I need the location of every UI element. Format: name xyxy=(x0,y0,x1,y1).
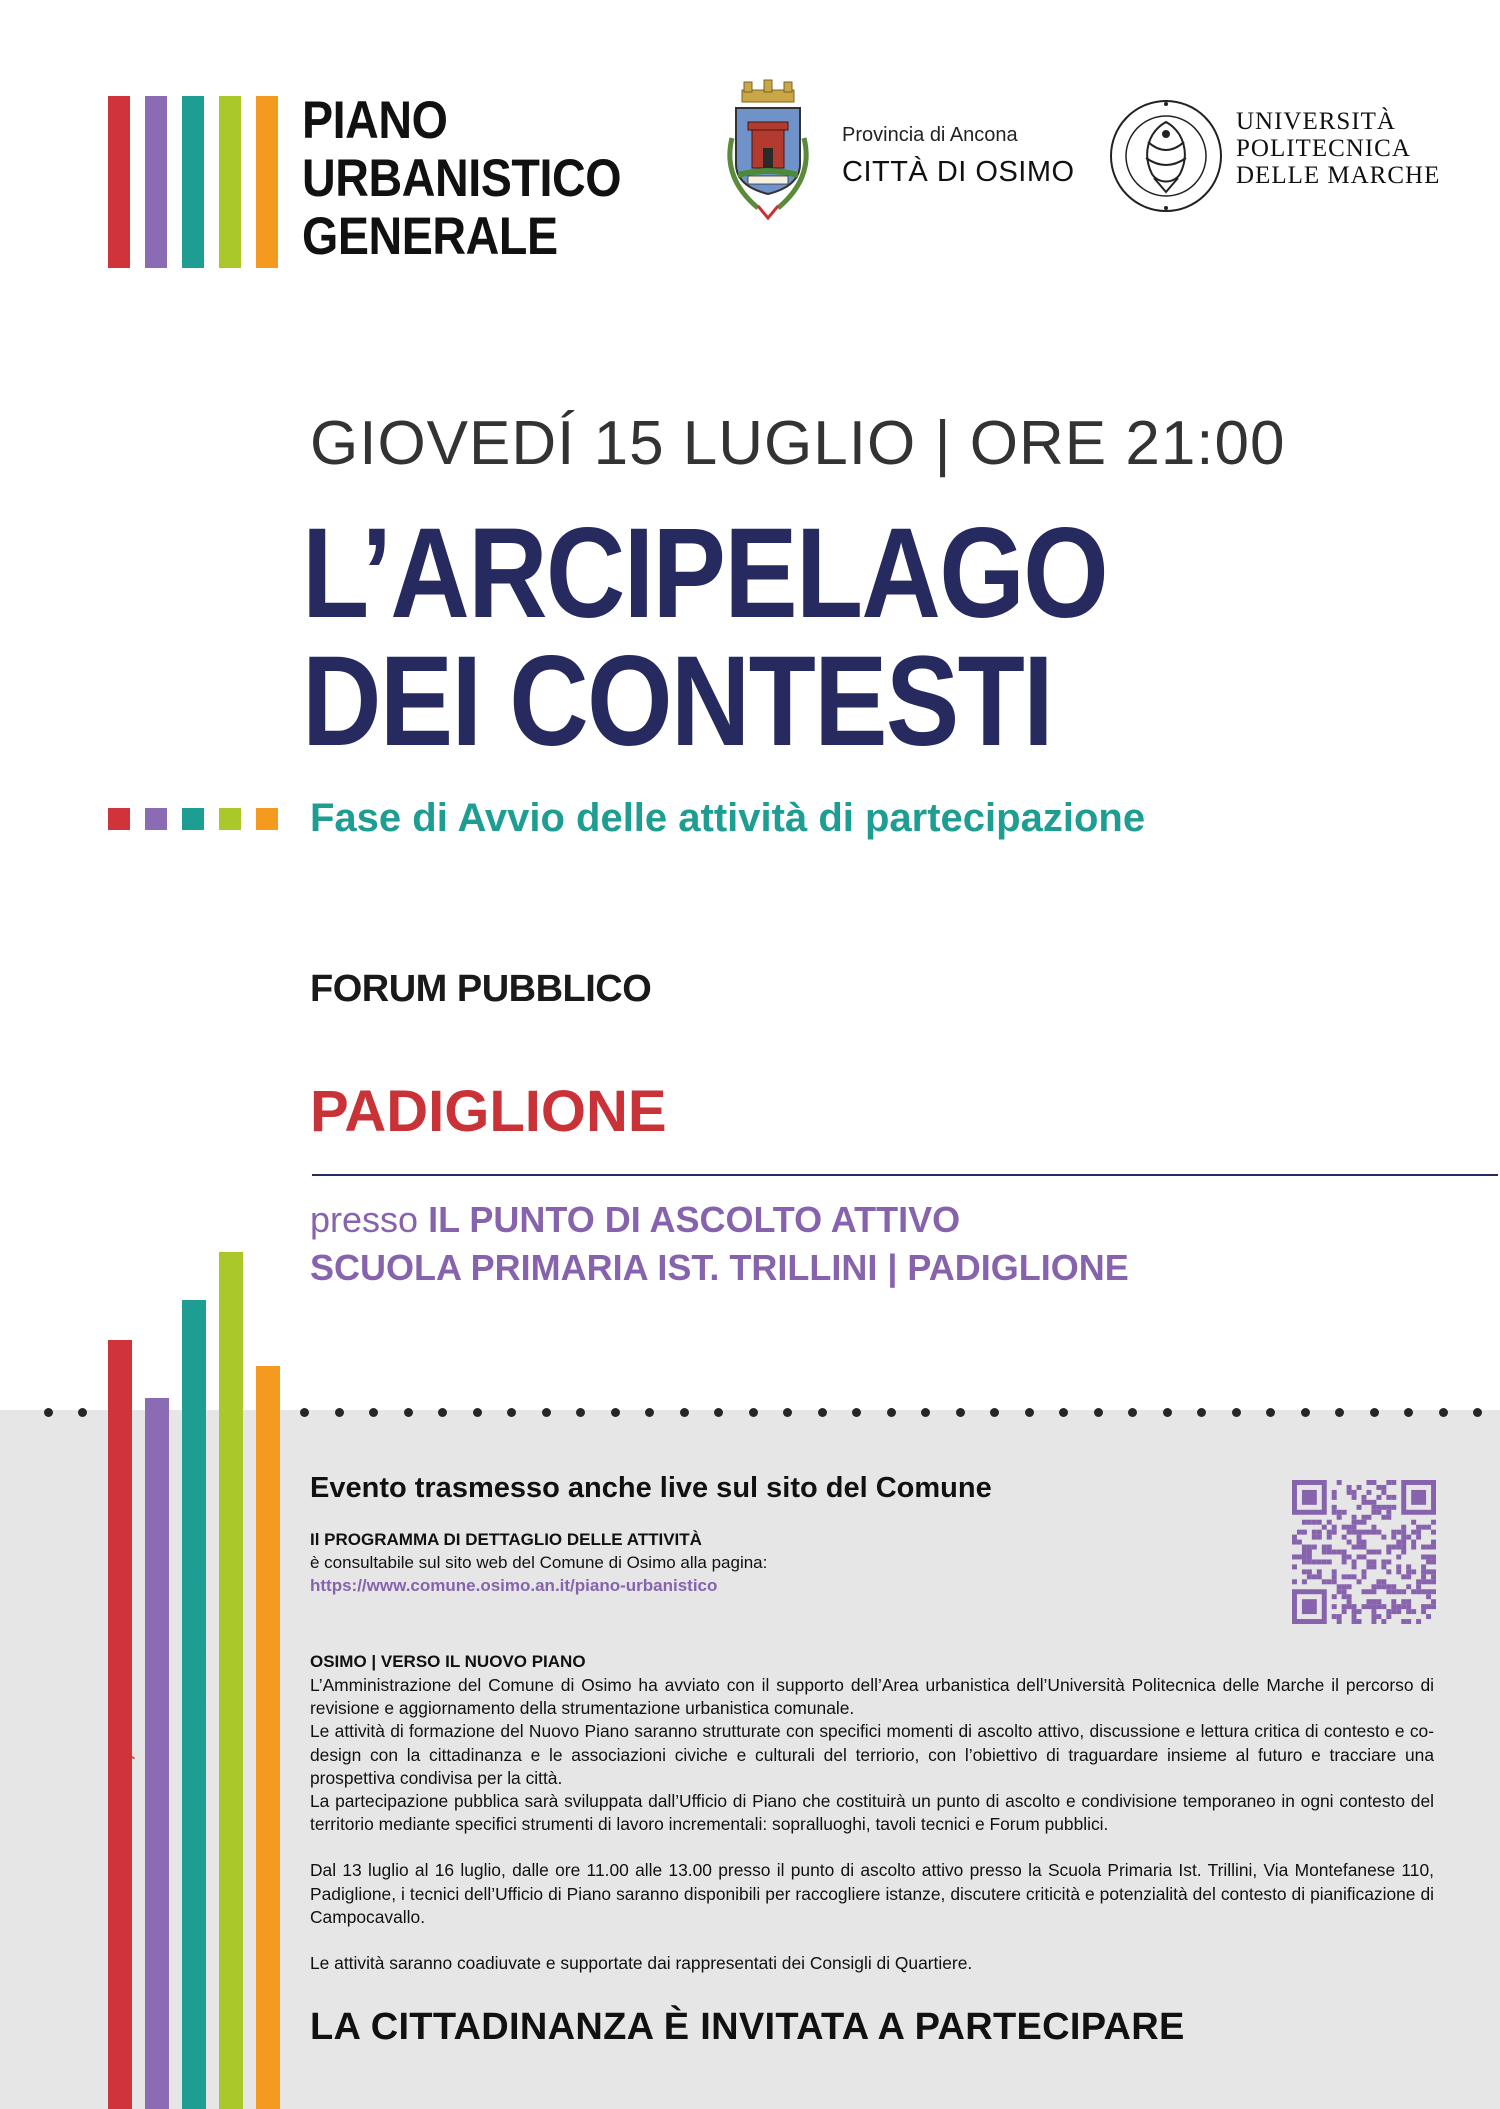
separator-dot xyxy=(1232,1408,1241,1417)
school-name: SCUOLA PRIMARIA IST. TRILLINI | PADIGLIONE xyxy=(310,1247,1129,1288)
province-label: Provincia di Ancona xyxy=(842,124,1018,146)
paragraph-2: Le attività di formazione del Nuovo Piano saranno strutturate con specifici momenti di ascolto attivo, discussione e lettura critica di contesto e co-design con la cittadinanza e le associazioni civiche e culturali del terriorio, con l’obiettivo di traguardare insieme al futuro e tracciare una prospettiva condivisa per la città. xyxy=(310,1721,1434,1788)
university-line-1: UNIVERSITÀ xyxy=(1236,108,1396,135)
university-line-2: POLITECNICA xyxy=(1236,135,1411,162)
paragraph-4: Dal 13 luglio al 16 luglio, dalle ore 11.00 alle 13.00 presso il punto di ascolto attivo presso la Scuola Primaria Ist. Trillini, Via Montefanese 110, Padiglione, i tecnici dell’Ufficio di Piano saranno disponibili per raccogliere istanze, discutere criticità e potenzialità del contesto di pianificazione di Campocavallo. xyxy=(310,1860,1434,1927)
live-heading: Evento trasmesso anche live sul sito del Comune xyxy=(310,1472,992,1504)
event-type: FORUM PUBBLICO xyxy=(310,968,652,1010)
osimo-coat-of-arms-icon xyxy=(718,78,818,226)
logo-line-3: GENERALE xyxy=(302,207,558,266)
program-link[interactable]: https://www.comune.osimo.an.it/piano-urbanistico xyxy=(310,1576,718,1595)
separator-dot xyxy=(44,1408,53,1417)
logo-stripe-orange xyxy=(256,96,278,268)
separator-dot xyxy=(611,1408,620,1417)
separator-dot xyxy=(921,1408,930,1417)
separator-dot xyxy=(369,1408,378,1417)
logo-stripe-green xyxy=(219,96,241,268)
theme-label-3: INFRASTRUTTURE E MOBILITÀ xyxy=(184,1473,210,1822)
separator-dot xyxy=(645,1408,654,1417)
paragraph-3: La partecipazione pubblica sarà sviluppata dall’Ufficio di Piano che costituirà un punto di ascolto e condivisione temporaneo in ogni contesto del territorio mediante specifici strumenti di lavoro incrementali: sopralluoghi, tavoli tecnici e Forum pubblici. xyxy=(310,1791,1434,1835)
invitation: LA CITTADINANZA È INVITATA A PARTECIPARE xyxy=(310,2006,1185,2048)
separator-dot xyxy=(576,1408,585,1417)
separator-dot xyxy=(78,1408,87,1417)
section-body xyxy=(310,1674,1434,1975)
logo-stripe-teal xyxy=(182,96,204,268)
separator-dot xyxy=(1197,1408,1206,1417)
separator-dot xyxy=(1370,1408,1379,1417)
city-label: CITTÀ DI OSIMO xyxy=(842,156,1075,188)
separator-dot xyxy=(852,1408,861,1417)
section-heading: OSIMO | VERSO IL NUOVO PIANO xyxy=(310,1652,586,1671)
separator-dot xyxy=(680,1408,689,1417)
subtitle-square-green xyxy=(219,808,241,830)
separator-dot xyxy=(507,1408,516,1417)
separator-dot xyxy=(956,1408,965,1417)
event-title-line-2: DEI CONTESTI xyxy=(302,630,1052,773)
separator-dot xyxy=(1335,1408,1344,1417)
event-subtitle: Fase di Avvio delle attività di partecipazione xyxy=(310,796,1146,840)
separator-dot xyxy=(1059,1408,1068,1417)
separator-dot xyxy=(714,1408,723,1417)
university-seal-icon xyxy=(1108,98,1224,214)
separator-dot xyxy=(473,1408,482,1417)
university-name xyxy=(1236,108,1440,189)
logo-stripe-violet xyxy=(145,96,167,268)
separator-dot xyxy=(335,1408,344,1417)
paragraph-5: Le attività saranno coadiuvate e supportate dai rappresentati dei Consigli di Quartiere. xyxy=(310,1953,973,1974)
university-line-3: DELLE MARCHE xyxy=(1236,162,1441,189)
event-title-line-1: L’ARCIPELAGO xyxy=(302,502,1108,645)
separator-dot xyxy=(1094,1408,1103,1417)
separator-dot xyxy=(1266,1408,1275,1417)
separator-dot xyxy=(1473,1408,1482,1417)
separator-dot xyxy=(300,1408,309,1417)
separator-dot xyxy=(1128,1408,1137,1417)
logo-stripe-red xyxy=(108,96,130,268)
separator-dot xyxy=(1439,1408,1448,1417)
subtitle-square-teal xyxy=(182,808,204,830)
divider-line xyxy=(312,1174,1498,1176)
separator-dot xyxy=(1301,1408,1310,1417)
separator-dot xyxy=(1025,1408,1034,1417)
program-heading: Il PROGRAMMA DI DETTAGLIO DELLE ATTIVITÀ xyxy=(310,1530,702,1549)
separator-dot xyxy=(990,1408,999,1417)
logo-line-1: PIANO xyxy=(302,91,448,150)
subtitle-square-orange xyxy=(256,808,278,830)
event-location xyxy=(310,1196,1129,1292)
event-date: GIOVEDÍ 15 LUGLIO | ORE 21:00 xyxy=(310,409,1286,478)
separator-dot xyxy=(887,1408,896,1417)
event-place: PADIGLIONE xyxy=(310,1079,667,1144)
theme-label-2: RIGENERAZIONE URBANA xyxy=(147,1502,173,1800)
event-title xyxy=(302,502,1108,773)
subtitle-square-violet xyxy=(145,808,167,830)
separator-dot xyxy=(1163,1408,1172,1417)
presso-place: IL PUNTO DI ASCOLTO ATTIVO xyxy=(428,1199,961,1240)
separator-dot xyxy=(404,1408,413,1417)
program-text: è consultabile sul sito web del Comune di Osimo alla pagina: xyxy=(310,1553,768,1572)
separator-dot xyxy=(1404,1408,1413,1417)
subtitle-square-red xyxy=(108,808,130,830)
separator-dot xyxy=(542,1408,551,1417)
logo-line-2: URBANISTICO xyxy=(302,149,622,208)
separator-dot xyxy=(783,1408,792,1417)
plan-logo-title xyxy=(302,92,621,266)
qr-code-icon[interactable] xyxy=(1292,1480,1436,1624)
presso-word: presso xyxy=(310,1199,419,1240)
separator-dot xyxy=(818,1408,827,1417)
paragraph-1: L’Amministrazione del Comune di Osimo ha avviato con il supporto dell’Area urbanistica dell’Università Politecnica delle Marche il percorso di revisione e aggiornamento della strumentazione urbanistica comunale. xyxy=(310,1675,1434,1719)
theme-label-5: RESILIENZA TERRITORIALE xyxy=(258,1504,284,1816)
separator-dot xyxy=(438,1408,447,1417)
separator-dot xyxy=(749,1408,758,1417)
